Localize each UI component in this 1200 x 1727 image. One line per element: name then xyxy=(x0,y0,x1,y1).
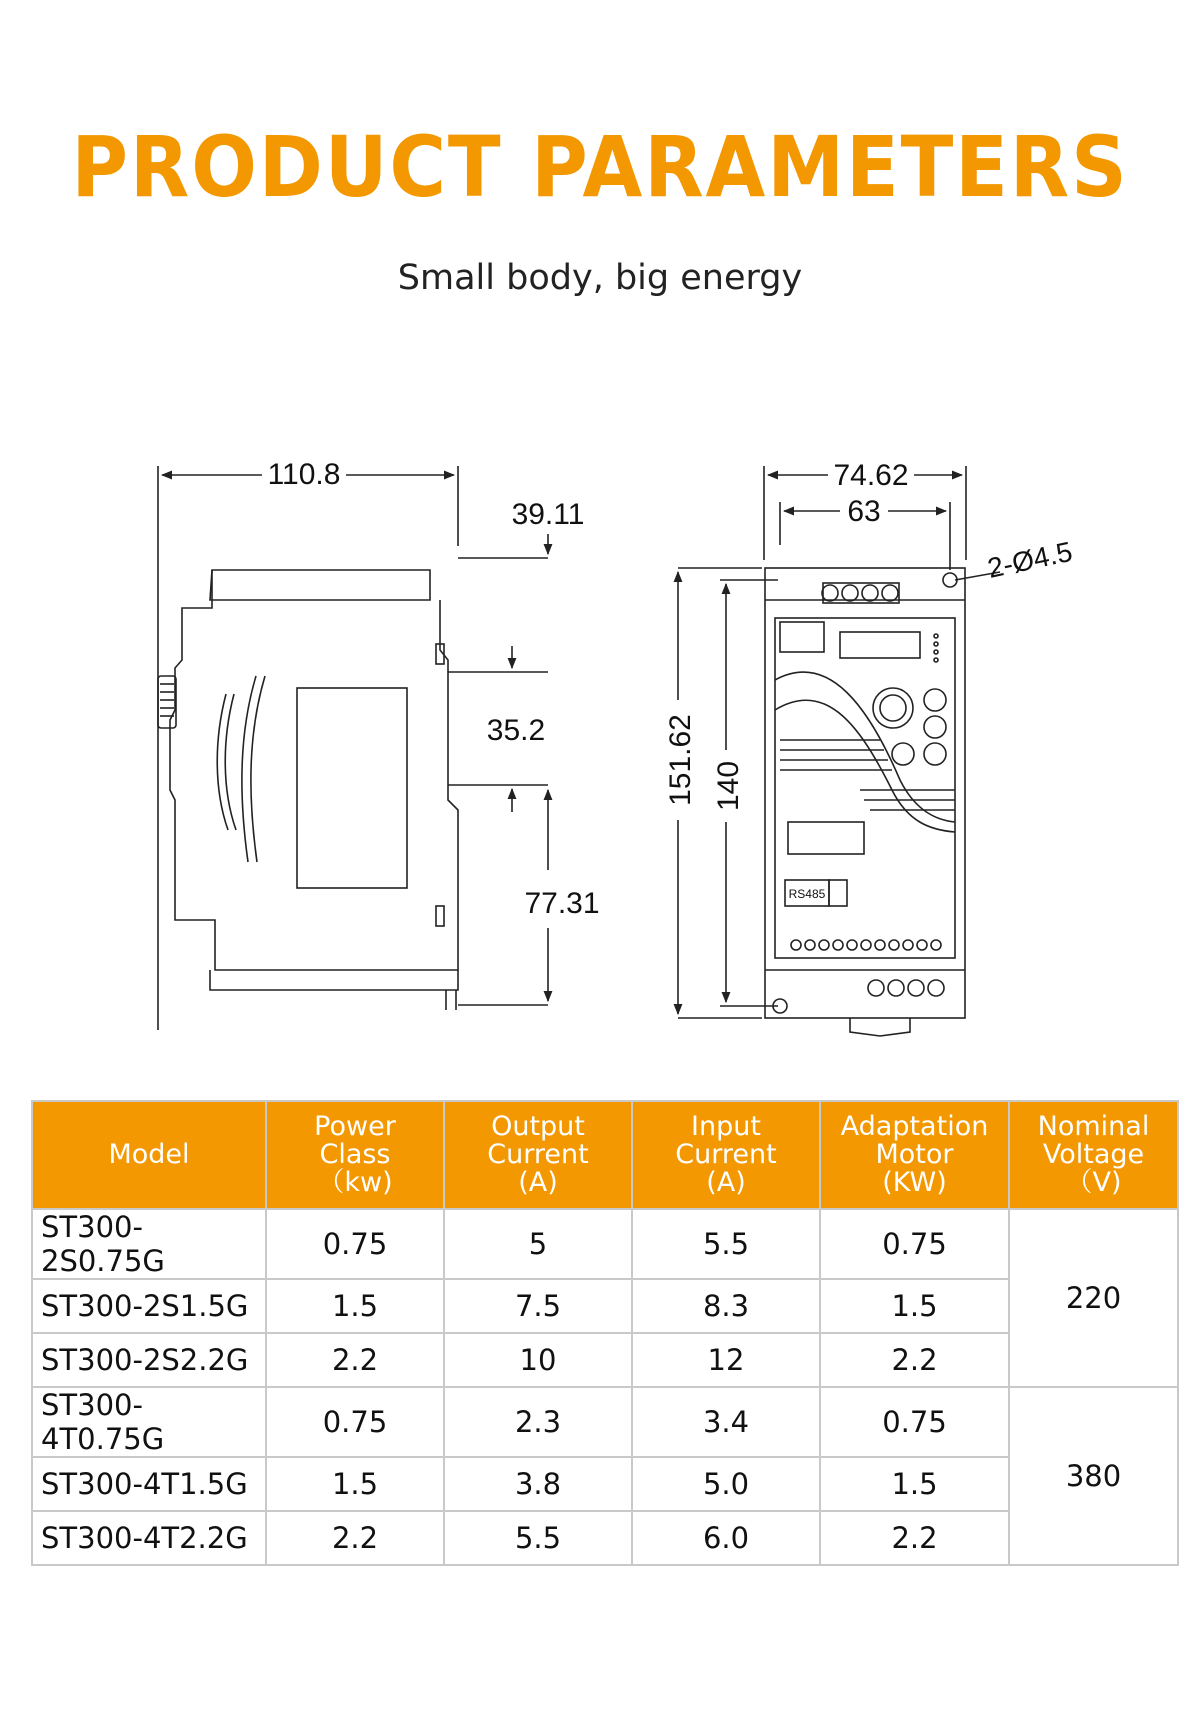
cell-output: 10 xyxy=(444,1333,632,1387)
cell-motor: 1.5 xyxy=(820,1279,1009,1333)
cell-model: ST300-2S1.5G xyxy=(32,1279,266,1333)
rs485-port-label: RS485 xyxy=(788,887,826,901)
cell-model: ST300-4T1.5G xyxy=(32,1457,266,1511)
cell-power: 1.5 xyxy=(266,1457,444,1511)
cell-power: 2.2 xyxy=(266,1333,444,1387)
table-row xyxy=(32,1209,1178,1279)
table-row xyxy=(32,1457,1178,1511)
dim-front-width-outer: 74.62 xyxy=(833,459,909,492)
cell-voltage: 220 xyxy=(1009,1209,1178,1387)
cell-input: 5.0 xyxy=(632,1457,820,1511)
cell-input: 8.3 xyxy=(632,1279,820,1333)
dim-side-top: 39.11 xyxy=(511,498,585,531)
cell-model: ST300-2S0.75G xyxy=(32,1209,266,1279)
cell-output: 5.5 xyxy=(444,1511,632,1565)
dim-side-bottom: 77.31 xyxy=(524,887,600,920)
cell-output: 5 xyxy=(444,1209,632,1279)
cell-motor: 2.2 xyxy=(820,1511,1009,1565)
table-row xyxy=(32,1511,1178,1565)
cell-output: 2.3 xyxy=(444,1387,632,1457)
table-header-row xyxy=(32,1101,1178,1209)
page-title: PRODUCT PARAMETERS xyxy=(71,118,1129,216)
dim-front-height-holes: 140 xyxy=(712,760,745,812)
cell-motor: 0.75 xyxy=(820,1209,1009,1279)
header-output-current: Output Current (A) xyxy=(444,1101,632,1209)
cell-power: 0.75 xyxy=(266,1387,444,1457)
dimension-drawing xyxy=(0,450,1200,1050)
cell-power: 2.2 xyxy=(266,1511,444,1565)
cell-output: 3.8 xyxy=(444,1457,632,1511)
cell-input: 12 xyxy=(632,1333,820,1387)
header-power-class: Power Class （kw) xyxy=(266,1101,444,1209)
cell-motor: 2.2 xyxy=(820,1333,1009,1387)
cell-motor: 0.75 xyxy=(820,1387,1009,1457)
side-view xyxy=(158,466,548,1030)
dim-side-width: 110.8 xyxy=(267,458,341,491)
cell-power: 1.5 xyxy=(266,1279,444,1333)
table-row xyxy=(32,1279,1178,1333)
cell-motor: 1.5 xyxy=(820,1457,1009,1511)
cell-power: 0.75 xyxy=(266,1209,444,1279)
cell-model: ST300-4T2.2G xyxy=(32,1511,266,1565)
cell-voltage: 380 xyxy=(1009,1387,1178,1565)
page-subtitle: Small body, big energy xyxy=(397,258,803,298)
cell-output: 7.5 xyxy=(444,1279,632,1333)
dim-front-height-outer: 151.62 xyxy=(664,714,697,806)
table-row xyxy=(32,1333,1178,1387)
header-nominal-voltage: Nominal Voltage （V) xyxy=(1009,1101,1178,1209)
cell-input: 3.4 xyxy=(632,1387,820,1457)
dim-mount-holes: 2-Ø4.5 xyxy=(984,535,1075,584)
cell-input: 5.5 xyxy=(632,1209,820,1279)
table-row xyxy=(32,1387,1178,1457)
parameters-table xyxy=(31,1100,1179,1566)
header-input-current: Input Current (A) xyxy=(632,1101,820,1209)
front-view xyxy=(678,466,1000,1036)
cell-model: ST300-4T0.75G xyxy=(32,1387,266,1457)
header-model: Model xyxy=(32,1101,266,1209)
header-adaptation-motor: Adaptation Motor (KW) xyxy=(820,1101,1009,1209)
cell-model: ST300-2S2.2G xyxy=(32,1333,266,1387)
dim-front-width-holes: 63 xyxy=(847,495,881,528)
dim-side-mid: 35.2 xyxy=(486,714,546,747)
cell-input: 6.0 xyxy=(632,1511,820,1565)
